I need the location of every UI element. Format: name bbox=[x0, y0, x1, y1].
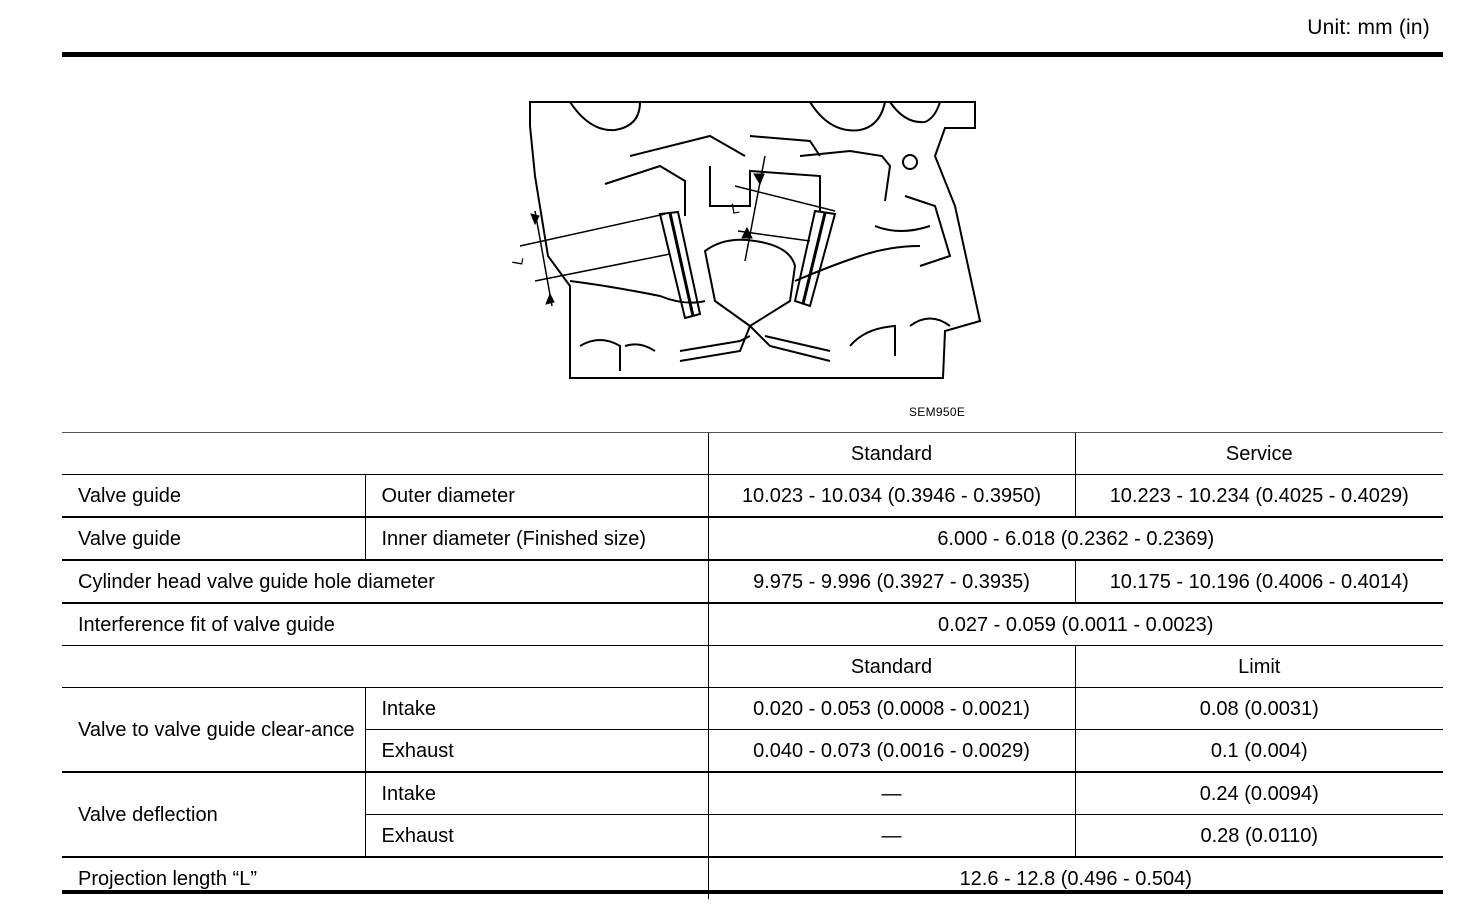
top-rule bbox=[62, 52, 1443, 57]
row-label: Valve guide bbox=[62, 517, 365, 560]
standard-value: — bbox=[708, 815, 1075, 858]
table-row bbox=[62, 603, 1443, 646]
row-label: Valve guide bbox=[62, 475, 365, 518]
standard-value: 0.020 - 0.053 (0.0008 - 0.0021) bbox=[708, 688, 1075, 730]
standard-value: 10.023 - 10.034 (0.3946 - 0.3950) bbox=[708, 475, 1075, 518]
limit-value: 0.1 (0.004) bbox=[1075, 730, 1443, 773]
limit-value: 0.08 (0.0031) bbox=[1075, 688, 1443, 730]
row-sublabel: Intake bbox=[365, 772, 708, 815]
row-label: Projection length “L” bbox=[62, 857, 708, 899]
clearance-label: Valve to valve guide clear-ance bbox=[62, 688, 365, 773]
bottom-rule bbox=[62, 890, 1443, 894]
dimension-label-L-left: L bbox=[510, 256, 528, 267]
limit-value: 0.24 (0.0094) bbox=[1075, 772, 1443, 815]
unit-label: Unit: mm (in) bbox=[1307, 16, 1430, 39]
row-sublabel: Inner diameter (Finished size) bbox=[365, 517, 708, 560]
standard-value: 9.975 - 9.996 (0.3927 - 0.3935) bbox=[708, 560, 1075, 603]
row-sublabel: Exhaust bbox=[365, 815, 708, 858]
combined-value: 0.027 - 0.059 (0.0011 - 0.0023) bbox=[708, 603, 1443, 646]
standard-value: — bbox=[708, 772, 1075, 815]
limit-value: 0.28 (0.0110) bbox=[1075, 815, 1443, 858]
header-limit: Limit bbox=[1075, 646, 1443, 688]
header-row-standard-service bbox=[62, 433, 1443, 475]
valve-guide-spec-table bbox=[62, 432, 1443, 899]
table-row bbox=[62, 560, 1443, 603]
row-sublabel: Exhaust bbox=[365, 730, 708, 773]
row-sublabel: Intake bbox=[365, 688, 708, 730]
table-row bbox=[62, 772, 1443, 815]
header-empty-cell bbox=[62, 646, 708, 688]
deflection-label: Valve deflection bbox=[62, 772, 365, 857]
header-service: Service bbox=[1075, 433, 1443, 475]
combined-value: 6.000 - 6.018 (0.2362 - 0.2369) bbox=[708, 517, 1443, 560]
figure-code: SEM950E bbox=[909, 405, 966, 419]
table-row bbox=[62, 688, 1443, 730]
cylinder-head-diagram bbox=[510, 96, 1000, 386]
header-empty-cell bbox=[62, 433, 708, 475]
row-sublabel: Outer diameter bbox=[365, 475, 708, 518]
dimension-label-L-right: L bbox=[729, 200, 741, 218]
combined-value: 12.6 - 12.8 (0.496 - 0.504) bbox=[708, 857, 1443, 899]
service-value: 10.175 - 10.196 (0.4006 - 0.4014) bbox=[1075, 560, 1443, 603]
row-label: Interference fit of valve guide bbox=[62, 603, 708, 646]
header-standard: Standard bbox=[708, 433, 1075, 475]
service-value: 10.223 - 10.234 (0.4025 - 0.4029) bbox=[1075, 475, 1443, 518]
table-row bbox=[62, 517, 1443, 560]
header-row-standard-limit bbox=[62, 646, 1443, 688]
standard-value: 0.040 - 0.073 (0.0016 - 0.0029) bbox=[708, 730, 1075, 773]
header-standard: Standard bbox=[708, 646, 1075, 688]
table-row bbox=[62, 475, 1443, 518]
row-label: Cylinder head valve guide hole diameter bbox=[62, 560, 708, 603]
